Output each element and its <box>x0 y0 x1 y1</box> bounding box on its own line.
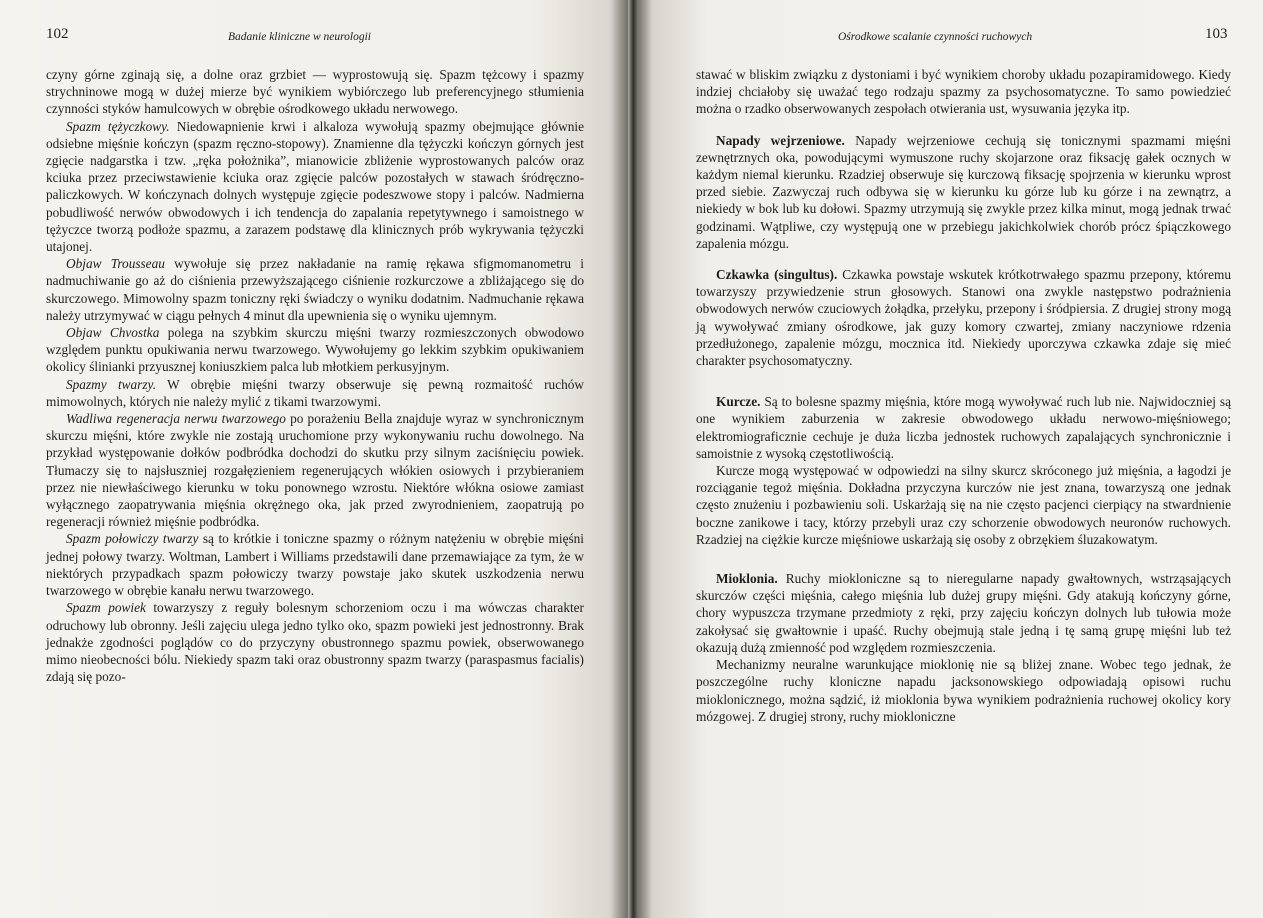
paragraph: stawać w bliskim związku z dystoniami i być wynikiem choroby układu pozapiramidowego. Kiedy indziej chciałoby się uważać tego rodzaju spazmy za psychosomatyczne. To samo powiedzieć można o rzadko obserwowanych zespołach otwierania ust, wysuwania języka itp. <box>696 67 1231 117</box>
paragraph: Objaw Trousseau wywołuje się przez nakładanie na ramię rękawa sfigmomanometru i nadmuchiwanie go aż do ciśnienia przewyższającego ciśnienie rozkurczowe a zbliżającego się do skurczowego. Mimowolny spazm toniczny ręki świadczy o wyniku dodatnim. Nadmuchanie rękawa należy utrzymywać w ciągu pełnych 4 minut dla upewnienia się o wyniku ujemnym. <box>46 256 584 323</box>
running-title-right: Ośrodkowe scalanie czynności ruchowych <box>838 31 1033 43</box>
paragraph: Mechanizmy neuralne warunkujące mioklonię nie są bliżej znane. Wobec tego jednak, że poszczególne ruchy kloniczne napadu jacksonowskiego odpowiadają opisowi ruchu mioklonicznego, można sądzić, iż mioklonia bywa wynikiem podrażnienia ruchowej okolicy kory mózgowej. Z drugiej strony, ruchy miokloniczne <box>696 657 1231 724</box>
section-kurcze: Kurcze. Są to bolesne spazmy mięśnia, które mogą wywoływać ruch lub nie. Najwidoczniej są one wynikiem zaburzenia w zakresie obwodowego układu nerwowo-mięśniowego; elektromiograficznie cechuje je duża liczba jednostek ruchowych zapalających synchronicznie i samoistnie z wysoką częstotliwością. <box>696 394 1231 461</box>
left-page <box>0 0 628 918</box>
page-number-left: 102 <box>46 26 69 42</box>
right-page-body <box>696 66 1231 725</box>
page-number-right: 103 <box>1205 26 1228 42</box>
paragraph: Spazmy twarzy. W obrębie mięśni twarzy obserwuje się pewną rozmaitość ruchów mimowolnych, których nie należy mylić z tikami twarzowymi. <box>46 376 584 409</box>
left-page-body <box>46 66 584 685</box>
paragraph: Wadliwa regeneracja nerwu twarzowego po porażeniu Bella znajduje wyraz w synchronicznym skurczu mięśni, które zwykle nie zostają uruchomione przy wykonywaniu ruchu dowolnego. Na przykład występowanie dołków podbródka dochodzi do skutku przy silnym zaciśnięciu powiek. Tłumaczy się to najsłuszniej rozgałęzieniem regenerujących włókien osiowych i przybieraniem przez nie niewłaściwego kierunku w toku ponownego wzrostu. Niektóre włókna osiowe zamiast wyłącznego zaopatrywania mięśnia okrężnego oka, jak przed zwyrodnieniem, zaopatrują po regeneracji również mięśnie podbródka. <box>46 411 584 530</box>
paragraph: Spazm tężyczkowy. Niedowapnienie krwi i alkaloza wywołują spazmy obejmujące głównie odsiebne mięśnie kończyn (spazm ręczno-stopowy). Znamienne dla tężyczki kończyn górnych jest zgięcie nadgarstka i tzw. „ręka położnika”, mianowicie zbliżenie wyprostowanych palców oraz kciuka przez przeciwstawienie kciuka oraz zgięcie palców pozostałych w stawach śródręczno-paliczkowych. W kończynach dolnych występuje zgięcie podeszwowe stopy i palców. Nadmierna pobudliwość nerwów obwodowych i ich tendencja do zapalania repetytywnego i samoistnego w tężyczce tworzą podłoże spazmu, a zarazem podstawę dla klinicznych prób wykrywania tężyczki utajonej. <box>46 118 584 255</box>
right-page <box>633 0 1263 918</box>
paragraph: Objaw Chvostka polega na szybkim skurczu mięśni twarzy rozmieszczonych obwodowo względem punktu opukiwania nerwu twarzowego. Wywołujemy go lekkim szybkim opukiwaniem okolicy ślinianki przyusznej koniuszkiem palca lub młotkiem perkusyjnym. <box>46 325 584 375</box>
section-czkawka: Czkawka (singultus). Czkawka powstaje wskutek krótkotrwałego spazmu przepony, któremu towarzyszy przywiedzenie strun głosowych. Stanowi ona zwykle następstwo podrażnienia obwodowych nerwów czuciowych żołądka, przełyku, przepony i śródpiersia. Z drugiej strony mogą ją wywoływać zmiany ośrodkowe, jak guzy komory czwartej, zmiany naczyniowe rdzenia przedłużonego, zapalenie mózgu, mocznica itd. Niekiedy uporczywa czkawka zdaje się mieć charakter psychosomatyczny. <box>696 267 1231 369</box>
section-napady-wejrzeniowe: Napady wejrzeniowe. Napady wejrzeniowe cechują się tonicznymi spazmami mięśni zewnętrznych oka, powodującymi wymuszone ruchy skojarzone oraz fiksację gałek ocznych w każdym niemal kierunku. Rzadziej obserwuje się kurczową fiksację spojrzenia w kierunku wprost przed siebie. Zazwyczaj ruch odbywa się w kierunku ku górze lub ku górze i na zewnątrz, a niekiedy w bok lub ku dołowi. Spazmy utrzymują się zwykle przez kilka minut, mogą jednak trwać godzinami. Wątpliwe, czy występują one w przebiegu jakichkolwiek chorób prócz śpiączkowego zapalenia mózgu. <box>696 132 1231 251</box>
paragraph: czyny górne zginają się, a dolne oraz grzbiet — wyprostowują się. Spazm tężcowy i spazmy strychninowe mogą w dużej mierze być wynikiem wybiórczego lub preferencyjnego stłumienia czynności styków hamulcowych w obrębie ośrodkowego układu nerwowego. <box>46 67 584 117</box>
paragraph: Spazm powiek towarzyszy z reguły bolesnym schorzeniom oczu i ma wówczas charakter odruchowy lub obronny. Jeśli zajęciu ulega jedno tylko oko, spazm powieki jest jednostronny. Brak jednakże zgodności poglądów co do przyczyny obustronnego spazmu powiek, obserwowanego mimo nieobecności bólu. Niekiedy spazm taki oraz obustronny spazm twarzy (paraspasmus facialis) zdają się pozo- <box>46 600 584 685</box>
book-gutter-shadow <box>612 0 652 918</box>
paragraph: Spazm połowiczy twarzy są to krótkie i toniczne spazmy o różnym natężeniu w obrębie mięśni jednej połowy twarzy. Woltman, Lambert i Williams przedstawili dane przemawiające za tym, że w niektórych przypadkach spazm połowiczy twarzy powstaje jako skutek uszkodzenia nerwu twarzowego w obrębie kanału nerwu twarzowego. <box>46 531 584 599</box>
running-title-left: Badanie kliniczne w neurologii <box>228 31 371 43</box>
paragraph: Kurcze mogą występować w odpowiedzi na silny skurcz skróconego już mięśnia, a łagodzi je rozciąganie tegoż mięśnia. Dokładna przyczyna kurczów nie jest znana, towarzyszą one jednak często znużeniu i pozbawieniu soli. Uskarżają się na nie często pacjenci cierpiący na stwardnienie boczne zanikowe i tacy, którzy przebyli uraz czy schorzenie obwodowych neuronów ruchowych. Rzadziej na ciężkie kurcze mięśniowe uskarżają się osoby z obrzękiem śluzakowatym. <box>696 463 1231 547</box>
section-mioklonia: Mioklonia. Ruchy miokloniczne są to nieregularne napady gwałtownych, wstrząsających skurczów części mięśnia, całego mięśnia lub dużej grupy mięśni. Gdy atakują kończyny górne, chory wypuszcza trzymane przedmioty z ręki, przy zajęciu kończyn dolnych lub tułowia może zakołysać się gwałtownie i upaść. Ruchy obejmują stale jedną i tę samą grupę mięśni lub też okazują dużą zmienność pod względem rozmieszczenia. <box>696 571 1231 655</box>
